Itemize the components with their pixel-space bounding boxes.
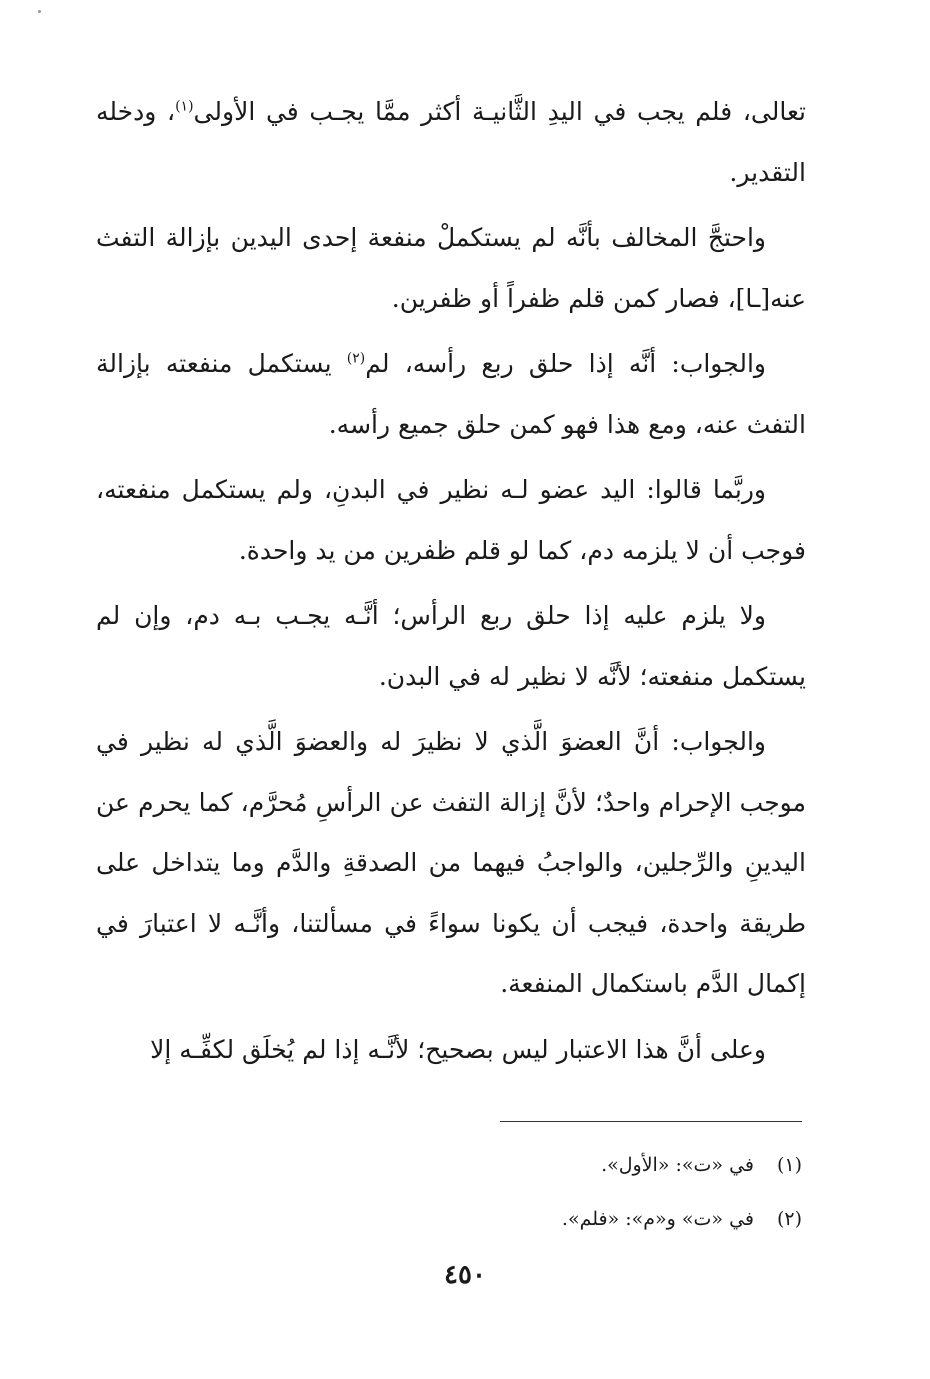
footnote-text: في «ت»: «الأول». — [601, 1154, 754, 1176]
paragraph-text: ولا يلزم عليه إذا حلق ربع الرأس؛ أنَّـه يجـب بـه دم، وإن لم يستكمل منفعته؛ لأنَّه لا نظير له في البدن. — [96, 601, 806, 691]
paragraph-6 — [96, 712, 806, 1015]
paragraph-text: وعلى أنَّ هذا الاعتبار ليس بصحيح؛ لأنَّـه إذا لم يُخلَق لكفِّـه إلا — [150, 1034, 766, 1064]
paragraph-3 — [96, 334, 806, 455]
footnote-text: في «ت» و«م»: «فلم». — [561, 1208, 754, 1230]
paragraph-text: واحتجَّ المخالف بأنَّه لم يستكملْ منفعة إحدى اليدين بإزالة التفث عنه[ـا]، فصار كمن قلم ظفراً أو ظفرين. — [96, 223, 806, 313]
paragraph-text: وربَّما قالوا: اليد عضو لـه نظير في البدنِ، ولم يستكمل منفعته، فوجب أن لا يلزمه دم، كما لو قلم ظفرين من يد واحدة. — [96, 475, 806, 565]
footnotes — [300, 1138, 802, 1246]
footnote-1 — [300, 1138, 802, 1192]
paragraph-text: يستكمل منفعته بإزالة التفث عنه، ومع هذا فهو كمن حلق جميع رأسه. — [96, 349, 806, 439]
paragraph-text: ، ودخله التقدير. — [96, 97, 806, 187]
paragraph-text: والجواب: أنَّه إذا حلق ربع رأسه، لم — [365, 349, 766, 378]
paragraph-4 — [96, 460, 806, 581]
footnote-separator — [500, 1121, 802, 1122]
page-number: ٤٥٠ — [444, 1260, 486, 1290]
paragraph-5 — [96, 586, 806, 707]
paragraph-2 — [96, 208, 806, 329]
footnote-number: (٢) — [776, 1208, 802, 1230]
main-text — [96, 82, 806, 1085]
paragraph-text: والجواب: أنَّ العضوَ الَّذي لا نظيرَ له والعضوَ الَّذي له نظير في موجب الإحرام واحدٌ؛ لأنَّ إزالة التفث عن الرأسِ مُحرَّم، كما يحرم عن اليدينِ والرِّجلين، والواجبُ فيهما من الصدقةِ والدَّم وما يتداخل على طريقة واحدة، فيجب أن يكونا سواءً في مسألتنا، وأنَّـه لا اعتبارَ في إكمال الدَّم باستكمال المنفعة. — [96, 727, 806, 998]
paragraph-text: تعالى، فلم يجب في اليدِ الثَّانيـة أكثر ممَّا يجـب في الأولى — [193, 97, 806, 126]
footnote-reference: (٢) — [346, 350, 366, 367]
footnote-number: (١) — [776, 1154, 802, 1176]
scan-speck — [38, 10, 41, 13]
footnote-2 — [300, 1192, 802, 1246]
paragraph-1 — [96, 82, 806, 203]
footnote-reference: (١) — [175, 98, 194, 115]
paragraph-7 — [96, 1020, 806, 1081]
